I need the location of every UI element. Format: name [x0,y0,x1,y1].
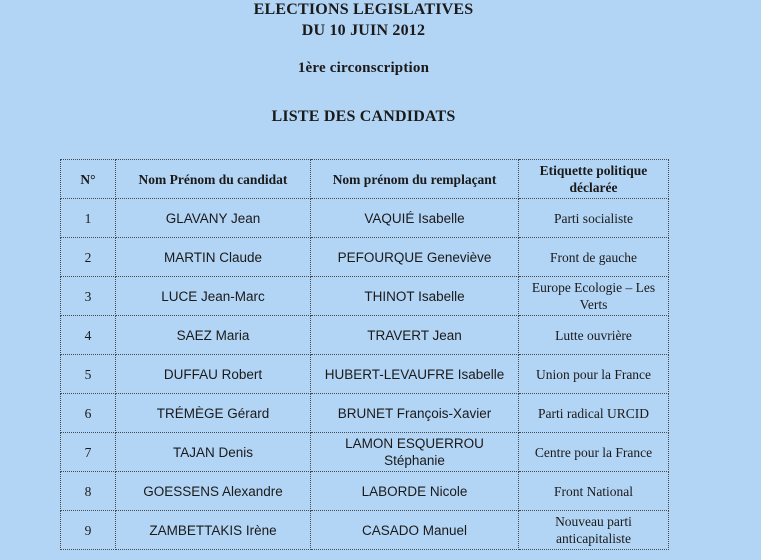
list-title: LISTE DES CANDIDATS [271,108,456,125]
cell-num: 5 [61,355,116,394]
column-header-etiquette: Etiquette politique déclarée [519,160,669,199]
table-row [61,433,669,472]
cell-candidat: LUCE Jean-Marc [116,277,311,316]
column-header-num: N° [61,160,116,199]
cell-etiquette: Lutte ouvrière [519,316,669,355]
cell-candidat: MARTIN Claude [116,238,311,277]
cell-num: 9 [61,511,116,550]
cell-candidat: SAEZ Maria [116,316,311,355]
cell-etiquette: Front National [519,472,669,511]
cell-num: 4 [61,316,116,355]
cell-etiquette: Parti radical URCID [519,394,669,433]
cell-etiquette: Nouveau parti anticapitaliste [519,511,669,550]
cell-etiquette: Parti socialiste [519,199,669,238]
cell-num: 8 [61,472,116,511]
cell-etiquette: Front de gauche [519,238,669,277]
table-row [61,238,669,277]
cell-candidat: TRÉMÈGE Gérard [116,394,311,433]
cell-remplacant: BRUNET François-Xavier [311,394,519,433]
cell-candidat: DUFFAU Robert [116,355,311,394]
cell-remplacant: PEFOURQUE Geneviève [311,238,519,277]
cell-num: 3 [61,277,116,316]
table-row [61,277,669,316]
cell-candidat: TAJAN Denis [116,433,311,472]
cell-remplacant: THINOT Isabelle [311,277,519,316]
table-row [61,472,669,511]
table-row [61,199,669,238]
cell-candidat: ZAMBETTAKIS Irène [116,511,311,550]
cell-etiquette: Europe Ecologie – Les Verts [519,277,669,316]
document-title: ELECTIONS LEGISLATIVES [253,1,474,18]
table-row [61,511,669,550]
document-date: DU 10 JUIN 2012 [301,22,426,39]
cell-num: 1 [61,199,116,238]
cell-remplacant: TRAVERT Jean [311,316,519,355]
cell-candidat: GOESSENS Alexandre [116,472,311,511]
cell-remplacant: CASADO Manuel [311,511,519,550]
cell-num: 7 [61,433,116,472]
cell-etiquette: Union pour la France [519,355,669,394]
cell-etiquette: Centre pour la France [519,433,669,472]
cell-num: 6 [61,394,116,433]
table-header-row [61,160,669,199]
cell-candidat: GLAVANY Jean [116,199,311,238]
column-header-candidat: Nom Prénom du candidat [116,160,311,199]
cell-remplacant: LABORDE Nicole [311,472,519,511]
cell-num: 2 [61,238,116,277]
cell-remplacant: HUBERT-LEVAUFRE Isabelle [311,355,519,394]
circonscription-label: 1ère circonscription [297,60,430,76]
column-header-remplacant: Nom prénom du remplaçant [311,160,519,199]
cell-remplacant: LAMON ESQUERROU Stéphanie [311,433,519,472]
table-row [61,355,669,394]
table-row [61,394,669,433]
table-row [61,316,669,355]
cell-remplacant: VAQUIÉ Isabelle [311,199,519,238]
candidates-table [60,159,669,550]
